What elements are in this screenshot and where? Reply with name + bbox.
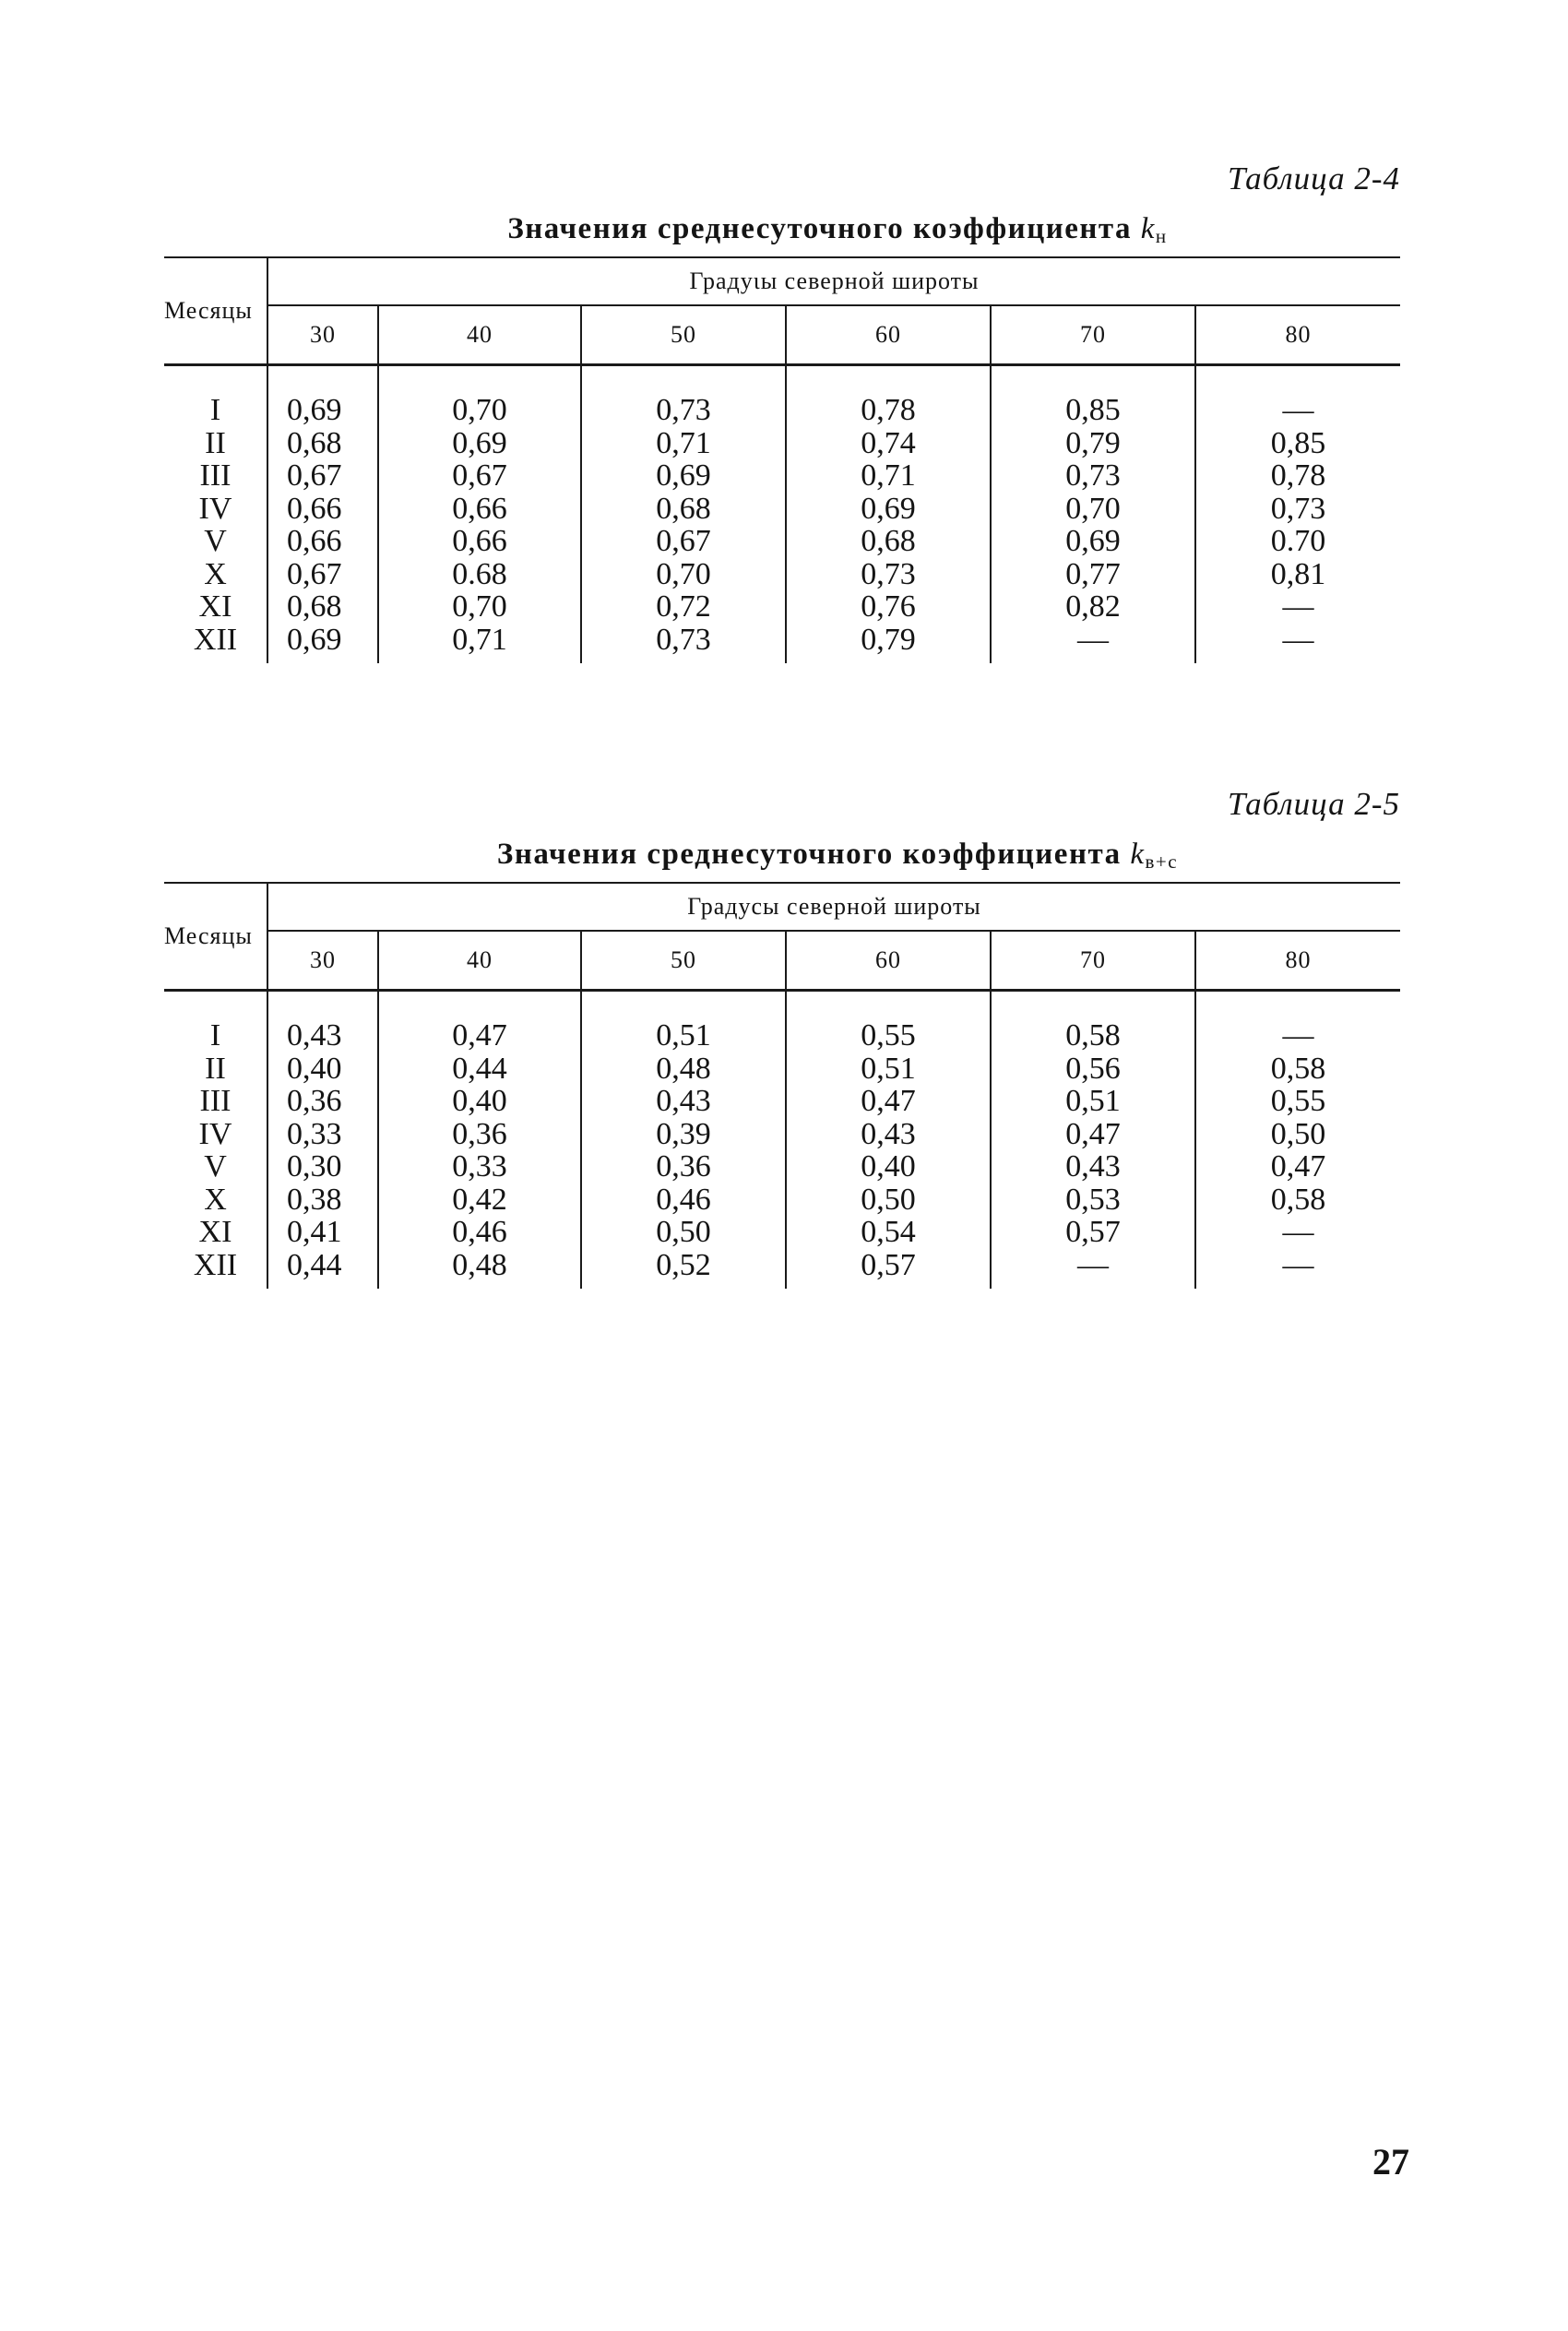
value-cell: 0,73 [1270,491,1326,526]
value-cell: 0,66 [452,491,507,526]
value-cell: 0,77 [1065,556,1121,591]
value-cell: 0,54 [861,1215,916,1249]
page-number: 27 [1372,2141,1409,2182]
value-cell: 0,67 [287,458,342,493]
value-cell: 0,85 [1065,393,1121,427]
column-header-70: 70 [991,305,1195,365]
value-cell: 0,70 [452,393,507,427]
table-title-text: Значения среднесуточного коэффициента [507,212,1141,245]
value-cell: 0,41 [287,1215,342,1249]
table-2-4 [164,157,1400,663]
values-column-50 [581,365,786,664]
value-cell: — [1282,1247,1314,1282]
value-cell: 0,50 [861,1182,916,1217]
values-column-40 [378,991,581,1290]
value-cell: — [1282,622,1314,657]
coefficient-subscript: н [1155,225,1168,247]
value-cell: 0,66 [287,491,342,526]
month-label: IV [198,1116,232,1151]
table-title [164,201,1400,256]
value-cell: 0,47 [861,1084,916,1118]
value-cell: 0,38 [287,1182,342,1217]
value-cell: 0,33 [452,1149,507,1183]
value-cell: — [1282,1018,1314,1053]
data-table [164,256,1400,663]
value-cell: — [1077,1247,1109,1282]
value-cell: 0,81 [1270,556,1326,591]
value-cell: 0,55 [861,1018,916,1053]
values-column-40 [378,365,581,664]
values-column-60 [786,365,991,664]
value-cell: 0,66 [287,524,342,558]
value-cell: 0,69 [452,425,507,460]
value-cell: 0,47 [1065,1116,1121,1151]
value-cell: 0,43 [1065,1149,1121,1183]
values-column-30 [267,365,378,664]
value-cell: 0,57 [1065,1215,1121,1249]
value-cell: 0,58 [1270,1051,1326,1086]
value-cell: 0,46 [452,1215,507,1249]
value-cell: 0,56 [1065,1051,1121,1086]
value-cell: 0,69 [861,491,916,526]
month-label: V [204,1149,227,1183]
value-cell: 0,79 [861,622,916,657]
value-cell: 0,44 [287,1247,342,1282]
value-cell: 0,70 [1065,491,1121,526]
value-cell: 0,69 [287,393,342,427]
values-column-70 [991,991,1195,1290]
value-cell: 0,51 [1065,1084,1121,1118]
value-cell: 0,69 [287,622,342,657]
column-header-30: 30 [267,931,378,991]
value-cell: 0,78 [861,393,916,427]
table-2-5 [164,782,1400,1289]
value-cell: 0,68 [656,491,711,526]
value-cell: 0,46 [656,1182,711,1217]
value-cell: 0,71 [452,622,507,657]
table-label: Таблица 2-5 [1227,786,1400,822]
value-cell: 0,48 [452,1247,507,1282]
value-cell: 0,55 [1270,1084,1326,1118]
values-column-50 [581,991,786,1290]
values-column-80 [1195,365,1400,664]
value-cell: 0,73 [656,393,711,427]
value-cell: 0,85 [1270,425,1326,460]
values-column-70 [991,365,1195,664]
value-cell: 0,39 [656,1116,711,1151]
latitude-group-header: Градуɩы северной широты [267,257,1400,305]
value-cell: 0,53 [1065,1182,1121,1217]
column-header-60: 60 [786,305,991,365]
value-cell: 0,40 [452,1084,507,1118]
value-cell: 0,82 [1065,589,1121,624]
month-label: X [204,1182,227,1217]
value-cell: 0,71 [861,458,916,493]
value-cell: 0,57 [861,1247,916,1282]
column-header-80: 80 [1195,931,1400,991]
month-label: IV [198,491,232,526]
value-cell: 0,72 [656,589,711,624]
value-cell: — [1282,589,1314,624]
data-table [164,882,1400,1289]
value-cell: 0,30 [287,1149,342,1183]
coefficient-symbol: k [1130,838,1146,871]
value-cell: 0,69 [1065,524,1121,558]
value-cell: 0,67 [656,524,711,558]
value-cell: 0,68 [287,425,342,460]
column-header-40: 40 [378,931,581,991]
value-cell: 0,36 [656,1149,711,1183]
table-label: Таблица 2-4 [1227,161,1400,196]
coefficient-symbol: k [1140,212,1156,245]
month-label: I [209,393,221,427]
value-cell: 0.70 [1270,524,1326,558]
month-label: XII [193,622,238,657]
value-cell: 0,40 [287,1051,342,1086]
value-cell: 0,79 [1065,425,1121,460]
value-cell: 0,73 [1065,458,1121,493]
value-cell: 0,67 [287,556,342,591]
months-cell [164,365,267,664]
value-cell: 0,43 [656,1084,711,1118]
value-cell: 0,33 [287,1116,342,1151]
column-header-60: 60 [786,931,991,991]
table-title-text: Значения среднесуточного коэффициента [496,838,1131,871]
column-header-40: 40 [378,305,581,365]
month-label: III [199,458,232,493]
month-label: X [204,556,227,591]
column-header-30: 30 [267,305,378,365]
months-column-header: Месяцы [164,257,267,365]
value-cell: 0,78 [1270,458,1326,493]
month-label: XII [193,1247,238,1282]
months-cell [164,991,267,1290]
month-label: II [205,425,226,460]
value-cell: 0,43 [287,1018,342,1053]
value-cell: 0,36 [287,1084,342,1118]
value-cell: 0,73 [861,556,916,591]
value-cell: 0,67 [452,458,507,493]
value-cell: 0,76 [861,589,916,624]
value-cell: 0,36 [452,1116,507,1151]
value-cell: 0,73 [656,622,711,657]
value-cell: 0,43 [861,1116,916,1151]
value-cell: 0,44 [452,1051,507,1086]
value-cell: 0,47 [452,1018,507,1053]
value-cell: 0,66 [452,524,507,558]
column-header-50: 50 [581,305,786,365]
month-label: I [209,1018,221,1053]
values-column-60 [786,991,991,1290]
value-cell: 0,68 [861,524,916,558]
column-header-70: 70 [991,931,1195,991]
month-label: XI [198,589,232,624]
value-cell: 0.68 [452,556,507,591]
value-cell: 0,50 [1270,1116,1326,1151]
month-label: III [199,1084,232,1118]
column-header-80: 80 [1195,305,1400,365]
value-cell: 0,51 [861,1051,916,1086]
column-header-50: 50 [581,931,786,991]
value-cell: 0,51 [656,1018,711,1053]
value-cell: 0,42 [452,1182,507,1217]
value-cell: — [1282,393,1314,427]
value-cell: — [1282,1215,1314,1249]
table-title [164,827,1400,882]
value-cell: 0,48 [656,1051,711,1086]
month-label: V [204,524,227,558]
value-cell: 0,58 [1065,1018,1121,1053]
value-cell: 0,71 [656,425,711,460]
value-cell: 0,40 [861,1149,916,1183]
value-cell: 0,50 [656,1215,711,1249]
value-cell: 0,70 [452,589,507,624]
months-column-header: Месяцы [164,883,267,991]
month-label: II [205,1051,226,1086]
value-cell: — [1077,622,1109,657]
latitude-group-header: Градусы северной широты [267,883,1400,931]
value-cell: 0,69 [656,458,711,493]
coefficient-subscript: в+с [1145,850,1179,873]
value-cell: 0,68 [287,589,342,624]
value-cell: 0,52 [656,1247,711,1282]
values-column-80 [1195,991,1400,1290]
month-label: XI [198,1215,232,1249]
value-cell: 0,70 [656,556,711,591]
value-cell: 0,74 [861,425,916,460]
value-cell: 0,47 [1270,1149,1326,1183]
value-cell: 0,58 [1270,1182,1326,1217]
values-column-30 [267,991,378,1290]
